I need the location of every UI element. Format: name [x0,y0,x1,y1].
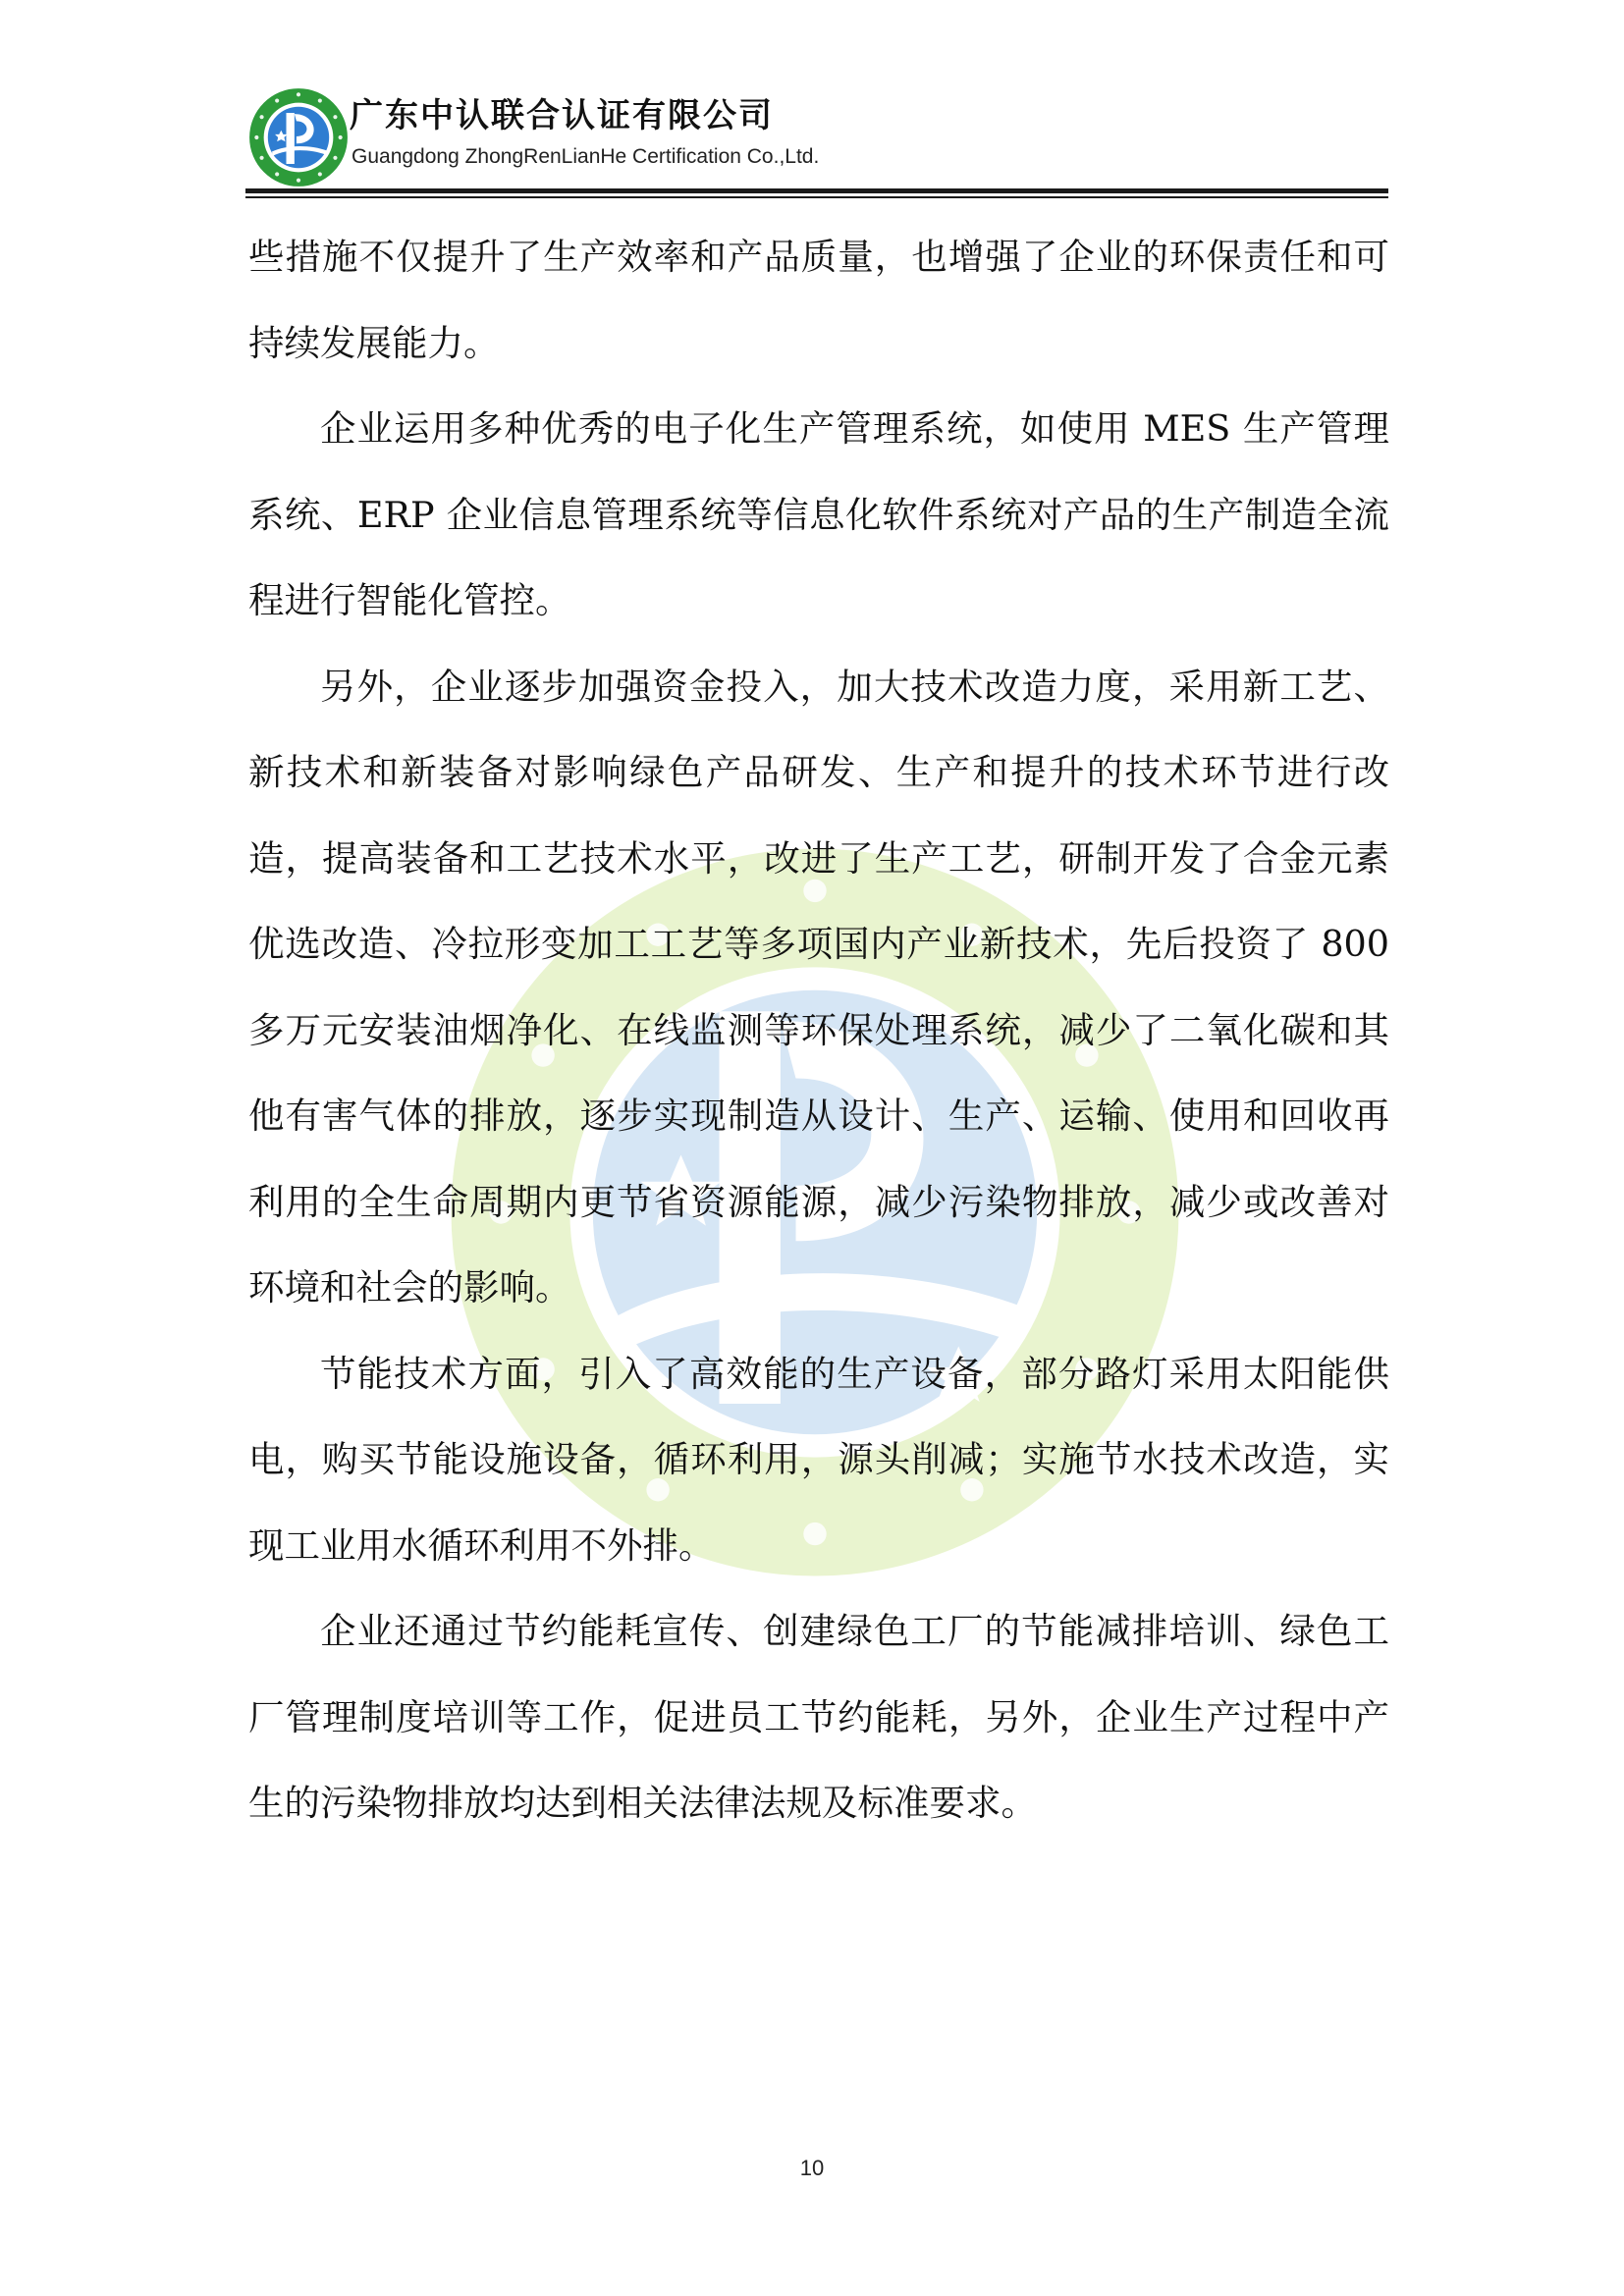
paragraph: 企业还通过节约能耗宣传、创建绿色工厂的节能减排培训、绿色工厂管理制度培训等工作，促进员工节约能耗，另外，企业生产过程中产生的污染物排放均达到相关法律法规及标准要求。 [248,1610,1389,1824]
company-name-en: Guangdong ZhongRenLianHe Certification Co.,Ltd. [352,145,820,168]
paragraph: 企业运用多种优秀的电子化生产管理系统，如使用 MES 生产管理系统、ERP 企业信息管理系统等信息化软件系统对产品的生产制造全流程进行智能化管控。 [248,407,1389,621]
company-logo-icon [247,86,350,188]
document-body [248,214,1389,1846]
header-divider-thin [245,196,1388,198]
header-divider-thick [245,188,1388,193]
page-header [245,77,1388,194]
page-number: 10 [799,2156,825,2180]
paragraph: 另外，企业逐步加强资金投入，加大技术改造力度，采用新工艺、新技术和新装备对影响绿色产品研发、生产和提升的技术环节进行改造，提高装备和工艺技术水平，改进了生产工艺，研制开发了合金元素优选改造、冷拉形变加工工艺等多项国内产业新技术，先后投资了 800 多万元安装油烟净化、在线监测等环保处理系统，减少了二氧化碳和其他有害气体的排放，逐步实现制造从设计、生产、运输、使用和回收再利用的全生命周期内更节省资源能源，减少污染物排放，减少或改善对环境和社会的影响。 [248,665,1389,1308]
paragraph: 节能技术方面，引入了高效能的生产设备，部分路灯采用太阳能供电，购买节能设施设备，循环利用，源头削减；实施节水技术改造，实现工业用水循环利用不外排。 [248,1352,1389,1567]
company-name-cn: 广东中认联合认证有限公司 [350,96,774,135]
paragraph: 些措施不仅提升了生产效率和产品质量，也增强了企业的环保责任和可持续发展能力。 [248,236,1389,364]
